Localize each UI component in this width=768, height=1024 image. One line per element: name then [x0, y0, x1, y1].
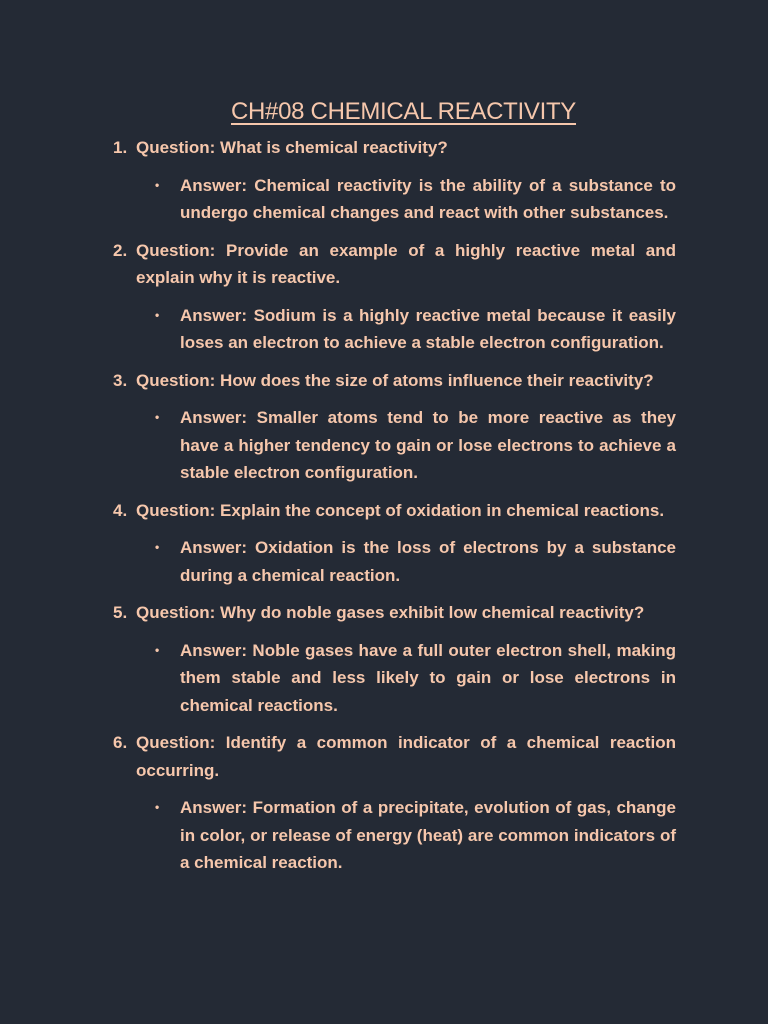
bullet-icon: • — [155, 410, 160, 424]
answer-text: Answer: Formation of a precipitate, evolution of gas, change in color, or release of energy (heat) are common indicators of a chemical reaction. — [180, 798, 676, 872]
question-text: Question: Explain the concept of oxidation in chemical reactions. — [136, 500, 665, 520]
question-text: Question: Why do noble gases exhibit low chemical reactivity? — [136, 603, 645, 622]
answer-text: Answer: Noble gases have a full outer electron shell, making them stable and less likely to gain or lose electrons in chemical reactions. — [180, 640, 676, 715]
bullet-icon: • — [155, 540, 160, 554]
question-item-5 — [113, 599, 676, 719]
question-text: Question: What is chemical reactivity? — [136, 138, 448, 157]
answer-text: Answer: Sodium is a highly reactive metal because it easily loses an electron to achieve a stable electron configuration. — [180, 305, 676, 352]
question-item-1 — [113, 134, 676, 227]
question-number: 1. — [113, 138, 128, 157]
answer-text: Answer: Oxidation is the loss of electrons by a substance during a chemical reaction. — [180, 538, 676, 585]
bullet-icon: • — [155, 177, 160, 192]
answer-text: Answer: Smaller atoms tend to be more reactive as they have a higher tendency to gain or lose electrons to achieve a stable electron configuration. — [180, 408, 676, 482]
question-number: 6. — [113, 733, 128, 752]
question-item-6 — [113, 729, 676, 877]
question-number: 5. — [113, 603, 128, 622]
question-number: 2. — [113, 240, 128, 260]
question-list — [113, 134, 676, 877]
bullet-icon: • — [155, 307, 160, 322]
question-item-3 — [113, 367, 676, 487]
question-item-4 — [113, 497, 676, 590]
bullet-icon: • — [155, 800, 160, 814]
question-text: Question: How does the size of atoms influence their reactivity? — [136, 370, 654, 390]
answer-text: Answer: Chemical reactivity is the ability of a substance to undergo chemical changes and react with other substances. — [180, 175, 676, 222]
question-number: 4. — [113, 500, 128, 520]
question-number: 3. — [113, 370, 128, 390]
question-text: Question: Identify a common indicator of a chemical reaction occurring. — [136, 733, 676, 780]
question-text: Question: Provide an example of a highly reactive metal and explain why it is reactive. — [136, 240, 676, 287]
question-item-2 — [113, 237, 676, 357]
page-title: CH#08 CHEMICAL REACTIVITY — [230, 98, 577, 125]
bullet-icon: • — [155, 642, 160, 657]
